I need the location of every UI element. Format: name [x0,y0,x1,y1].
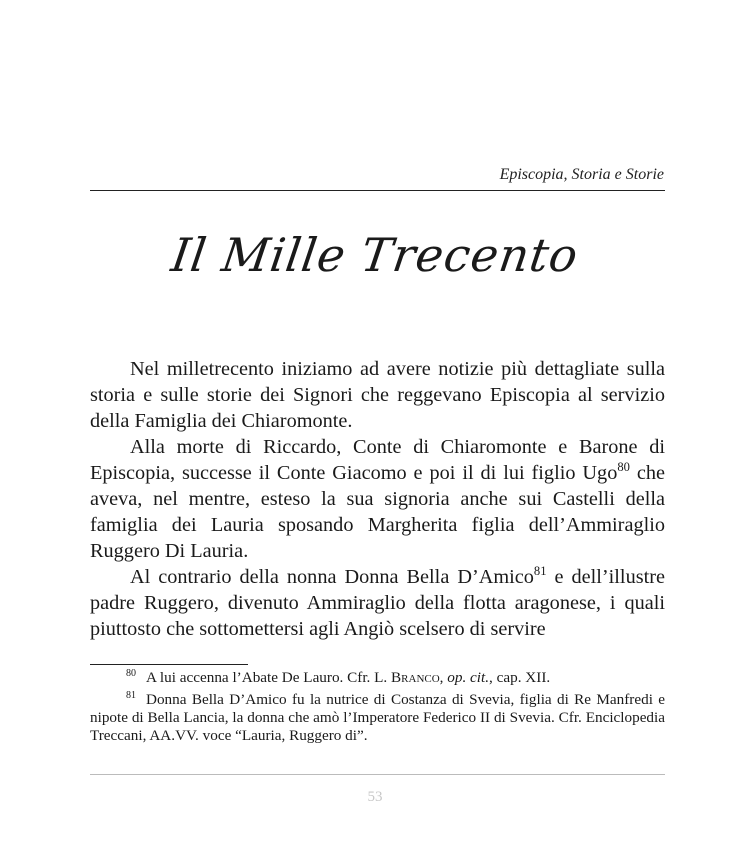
paragraph-2 [90,434,665,564]
paragraph-3-text-start: Al contrario della nonna Donna Bella D’Amico [130,566,534,588]
footnote-81 [90,691,665,745]
footnote-ref-80[interactable]: 80 [617,460,630,475]
paragraph-1-text: Nel milletrecento iniziamo ad avere notizie più dettagliate sulla storia e sulle storie dei Signori che reggevano Episcopia al servizio della Famiglia dei Chiaromonte. [90,358,665,432]
footnote-op-cit: op. cit. [447,669,490,686]
paragraph-3 [90,564,665,642]
footnote-ref-81[interactable]: 81 [533,564,547,579]
paragraph-1 [90,356,665,434]
footnote-number: 81 [126,689,136,701]
body-text [90,356,665,642]
page-number: 53 [367,789,383,805]
paragraph-3-text-end: e dell’illustre padre Ruggero, divenuto Ammiraglio della flotta aragonese, i quali piuttosto che sottomettersi agli Angiò scelsero di servire [90,566,665,640]
running-head: Episcopia, Storia e Storie [499,166,664,183]
footnote-text: , cap. XII. [489,669,551,686]
header-rule [90,190,665,191]
footnote-text: , [439,669,448,686]
footnotes [90,669,665,749]
footnote-80 [90,669,665,687]
footnote-author: Branco [391,669,440,686]
footnote-rule [90,664,248,665]
paragraph-2-text-end: che aveva, nel mentre, esteso la sua signoria anche sui Castelli della famiglia dei Lauria sposando Margherita figlia dell’Ammiraglio Ruggero Di Lauria. [90,462,665,562]
paragraph-2-text-start: Alla morte di Riccardo, Conte di Chiaromonte e Barone di Episcopia, successe il Conte Giacomo e poi il di lui figlio Ugo [90,436,665,484]
footnote-text: A lui accenna l’Abate De Lauro. Cfr. L. [146,669,392,686]
footnote-text: Donna Bella D’Amico fu la nutrice di Costanza di Svevia, figlia di Re Manfredi e nipote di Bella Lancia, la donna che amò l’Imperatore Federico II di Svevia. Cfr. Enciclopedia Treccani, AA.VV. voce “Lauria, Ruggero di”. [90,691,665,744]
chapter-title: Il Mille Trecento [168,228,582,282]
footer-rule [90,774,665,775]
footnote-number: 80 [126,667,136,679]
